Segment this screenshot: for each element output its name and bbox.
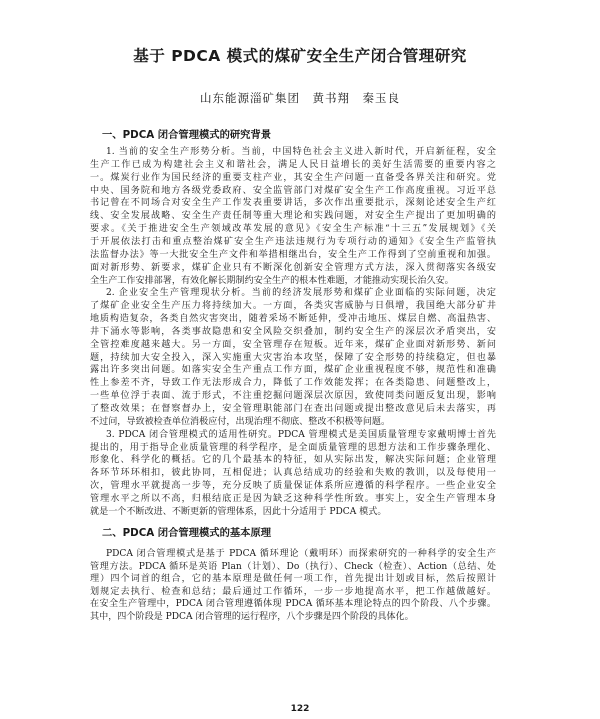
body-text-line: 形象化、科学化的概括。它的几个最基本的特征，如从实际出发，解决实际问题；企业管理	[90, 455, 496, 466]
body-text-line: 要求。《关于推进安全生产领域改革发展的意见》《安全生产标准“十三五”发展规划》《关	[90, 224, 496, 235]
body-text-line: 法监督办法》等一大批安全生产文件和举措相继出台，安全生产工作得到了空前重视和加强。	[90, 249, 496, 260]
body-text-line: 井下涌水等影响，各类事故隐患和安全风险交织叠加，制约安全生产的深层次矛盾突出，安	[90, 326, 496, 337]
body-text-line: 中央、国务院和地方各级党委政府、安全监管部门对煤矿安全生产工作高度重视。习近平总	[90, 185, 496, 196]
paper-title: 基于 PDCA 模式的煤矿安全生产闭合管理研究	[133, 47, 467, 65]
body-text-line: 划规定去执行、检查和总结；最后通过工作循环，一步一步地提高水平，把工作越做越好。	[90, 586, 496, 597]
body-text-line: 一些单位浮于表面、流于形式，不注重挖掘问题深层次原因，致使同类问题反复出现，影响	[90, 391, 496, 402]
body-text-line: 于开展依法打击和重点整治煤矿安全生产违法违规行为专项行动的通知》《安全生产监管执	[90, 236, 496, 247]
body-text-line: 管理方法。PDCA 循环是英语 Plan（计划）、Do（执行）、Check（检查）、Action（总结、处	[90, 561, 496, 572]
body-text-line: 题，持续加大安全投入，深入实施重大灾害治本攻坚，保障了安全形势的持续稳定，但也暴	[90, 352, 496, 363]
body-text-line: 在安全生产管理中，PDCA 闭合管理遵循体现 PDCA 循环基本理论特点的四个阶段、八个步骤。	[90, 599, 496, 610]
author-line: 山东能源淄矿集团 黄书翔 秦玉良	[200, 91, 400, 105]
body-text-line: 了整改效果；在督察督办上，安全管理职能部门在查出问题或提出整改意见后未去落实，再	[90, 404, 496, 414]
body-text-line: 不过问，导致被检查单位消极应付，出现治理不彻底、整改不积极等问题。	[90, 416, 391, 427]
page-number: 122	[290, 704, 310, 714]
body-text-line: 地质构造复杂，各类自然灾害突出，随着采场不断延伸，受冲击地压、煤层自燃、高温热害、	[90, 314, 496, 325]
body-text-line: 3. PDCA 闭合管理模式的适用性研究。PDCA 管理模式是美国质量管理专家戴明博士首先	[106, 429, 496, 440]
body-text-line: 全生产工作安排部署，有效化解长期制约安全生产的根本性难题，才能推动实现长治久安。	[90, 275, 454, 286]
body-text-line: PDCA 闭合管理模式是基于 PDCA 循环理论（戴明环）而探索研究的一种科学的安全生产	[106, 549, 496, 559]
body-text-line: 性上参差不齐，导致工作无法形成合力，降低了工作效能发挥；在各类隐患、问题整改上，	[90, 378, 496, 389]
body-text-line: 一。煤炭行业作为国民经济的重要支柱产业，其安全生产问题一直备受各界关注和研究。党	[90, 172, 496, 183]
section-heading-principle: 二、PDCA 闭合管理模式的基本原理	[102, 527, 272, 539]
body-text-line: 2. 企业安全生产管理现状分析。当前的经济发展形势和煤矿企业面临的实际问题，决定	[106, 288, 496, 299]
body-text-line: 书记曾在不同场合对安全生产工作发表重要讲话，多次作出重要批示，深刻论述安全生产红	[90, 198, 496, 209]
body-text-line: 露出许多突出问题。如落实安全生产重点工作方面，煤矿企业重视程度不够，规范性和准确	[90, 365, 496, 376]
section-heading-background: 一、PDCA 闭合管理模式的研究背景	[102, 129, 272, 141]
body-text-line: 提出的，用于指导企业质量管理的科学程序，是全面质量管理的思想方法和工作步骤条理化、	[90, 442, 496, 453]
body-text-line: 线、安全发展战略、安全生产责任制等重大理论和实践问题，对安全生产提出了更加明确的	[90, 211, 496, 222]
body-text-line: 次，管理水平就提高一步等，充分反映了质量保证体系所应遵循的科学程序。一些企业安全	[90, 481, 496, 492]
body-text-line: 各环节环环相扣，彼此协同，互相促进；认真总结成功的经验和失败的教训，以及每使用一	[90, 468, 496, 479]
body-text-line: 生产工作已成为构建社会主义和谐社会，满足人民日益增长的美好生活需要的重要内容之	[90, 159, 496, 170]
body-text-line: 管理水平之所以不高，归根结底正是因为缺乏这种科学性所致。事实上，安全生产管理本身	[90, 493, 496, 504]
body-text-line: 就是一个不断改进、不断更新的管理体系，因此十分适用于 PDCA 模式。	[90, 506, 387, 517]
body-text-line: 其中，四个阶段是 PDCA 闭合管理的运行程序，八个步骤是四个阶段的具体化。	[90, 612, 414, 622]
body-text-line: 理）四个词首的组合，它的基本原理是做任何一项工作，首先提出计划或目标，然后按照计	[90, 574, 496, 585]
body-text-line: 面对新形势、新要求，煤矿企业只有不断深化创新安全管理方式方法，深入贯彻落实各级安	[90, 262, 496, 273]
body-text-line: 全管控难度越来越大。另一方面，安全管理存在短板。近年来，煤矿企业面对新形势、新问	[90, 339, 496, 350]
body-text-line: 了煤矿企业安全生产压力将持续加大。一方面，各类灾害威胁与日俱增，我国绝大部分矿井	[90, 301, 496, 312]
body-text-line: 1. 当前的安全生产形势分析。当前，中国特色社会主义进入新时代，开启新征程，安全	[106, 147, 496, 157]
